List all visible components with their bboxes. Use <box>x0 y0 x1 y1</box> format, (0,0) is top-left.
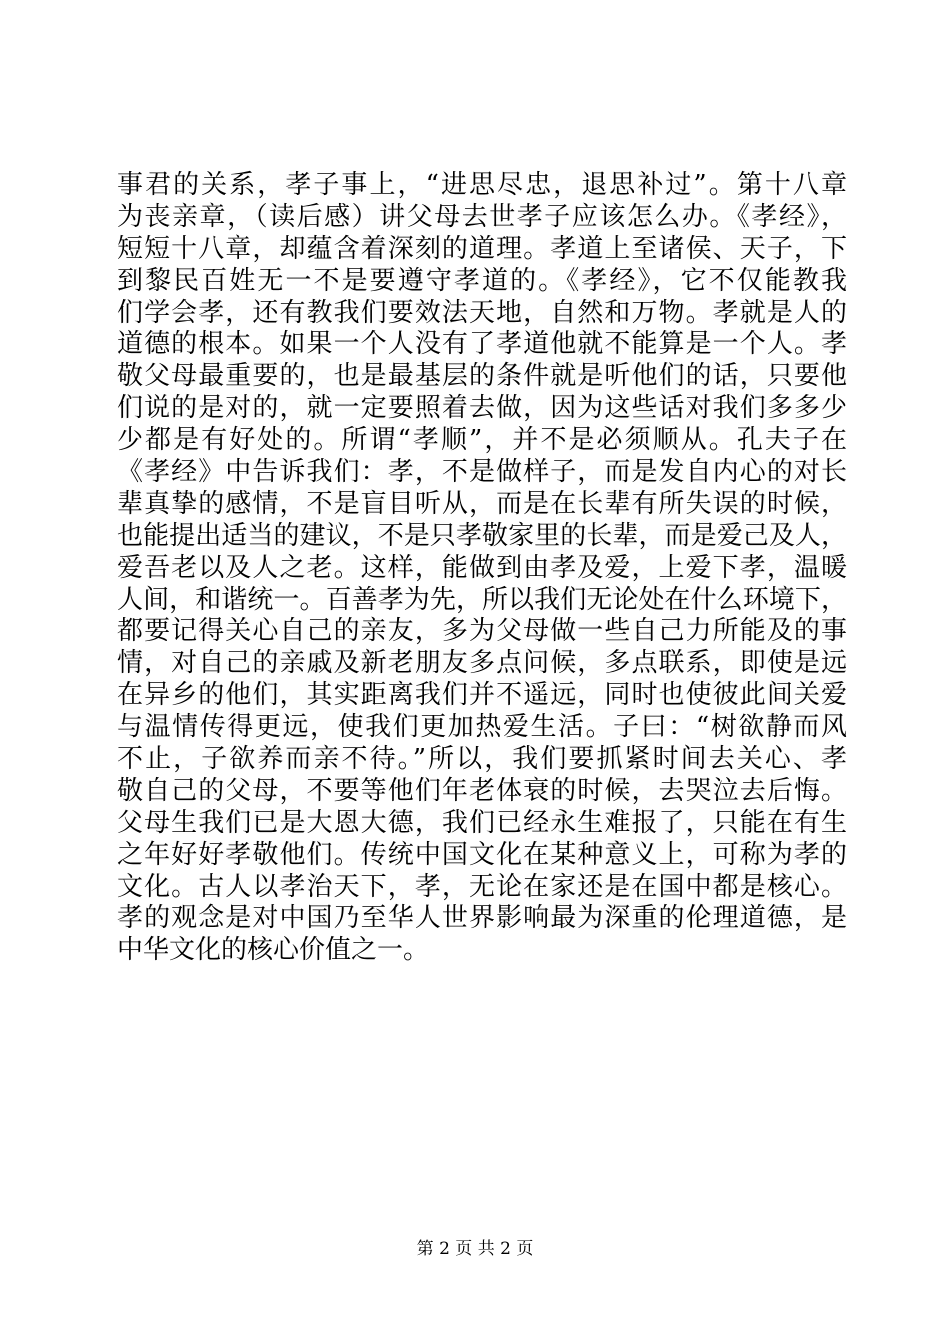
text-line: 《孝经》中告诉我们：孝，不是做样子，而是发自内心的对长 <box>117 457 847 488</box>
text-line: 道德的根本。如果一个人没有了孝道他就不能算是一个人。孝 <box>117 329 847 360</box>
text-line: 孝的观念是对中国乃至华人世界影响最为深重的伦理道德，是 <box>117 903 847 934</box>
text-line: 到黎民百姓无一不是要遵守孝道的。《孝经》，它不仅能教我 <box>117 265 847 296</box>
text-line: 爱吾老以及人之老。这样，能做到由孝及爱，上爱下孝，温暖 <box>117 552 847 583</box>
text-line: 少都是有好处的。所谓“孝顺”，并不是必须顺从。孔夫子在 <box>117 425 847 456</box>
text-line: 们说的是对的，就一定要照着去做，因为这些话对我们多多少 <box>117 393 847 424</box>
text-line: 与温情传得更远，使我们更加热爱生活。子曰：“树欲静而风 <box>117 712 847 743</box>
text-line: 父母生我们已是大恩大德，我们已经永生难报了，只能在有生 <box>117 807 847 838</box>
text-line: 为丧亲章，（读后感）讲父母去世孝子应该怎么办。《孝经》， <box>117 201 847 232</box>
page-footer: 第 2 页 共 2 页 <box>416 1239 534 1259</box>
text-line: 敬自己的父母，不要等他们年老体衰的时候，去哭泣去后悔。 <box>117 775 847 806</box>
body-text <box>117 170 847 967</box>
text-line: 都要记得关心自己的亲友，多为父母做一些自己力所能及的事 <box>117 616 847 647</box>
text-line: 情，对自己的亲戚及新老朋友多点问候，多点联系，即使是远 <box>117 648 847 679</box>
text-line: 中华文化的核心价值之一。 <box>117 935 430 966</box>
text-line: 短短十八章，却蕴含着深刻的道理。孝道上至诸侯、天子，下 <box>117 233 847 264</box>
text-line: 之年好好孝敬他们。传统中国文化在某种意义上，可称为孝的 <box>117 839 847 870</box>
text-line: 不止，子欲养而亲不待。”所以，我们要抓紧时间去关心、孝 <box>117 744 847 775</box>
text-line: 敬父母最重要的，也是最基层的条件就是听他们的话，只要他 <box>117 361 847 392</box>
text-line: 人间，和谐统一。百善孝为先，所以我们无论处在什么环境下， <box>117 584 847 615</box>
text-line: 在异乡的他们，其实距离我们并不遥远，同时也使彼此间关爱 <box>117 680 847 711</box>
text-line: 辈真挚的感情，不是盲目听从，而是在长辈有所失误的时候， <box>117 488 847 519</box>
text-line: 们学会孝，还有教我们要效法天地，自然和万物。孝就是人的 <box>117 297 847 328</box>
text-line: 也能提出适当的建议，不是只孝敬家里的长辈，而是爱己及人， <box>117 520 847 551</box>
text-line: 事君的关系，孝子事上，“进思尽忠，退思补过”。第十八章 <box>117 170 847 200</box>
text-line: 文化。古人以孝治天下，孝，无论在家还是在国中都是核心。 <box>117 871 847 902</box>
